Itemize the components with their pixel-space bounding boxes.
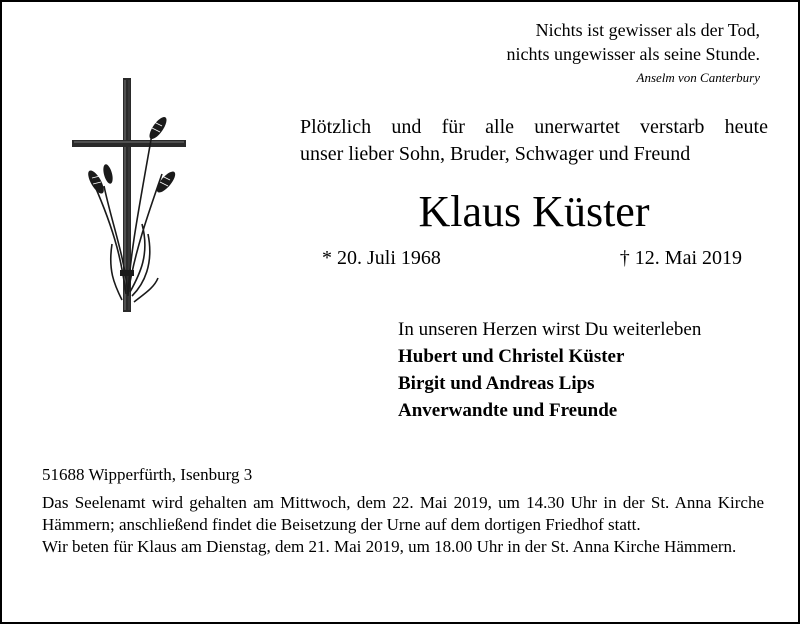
mourners-motto: In unseren Herzen wirst Du weiterleben <box>398 319 702 340</box>
announcement-line-2: unser lieber Sohn, Bruder, Schwager und Freund <box>300 143 691 165</box>
address: 51688 Wipperfürth, Isenburg 3 <box>42 465 253 484</box>
mourner-name: Birgit und Andreas Lips <box>398 373 595 394</box>
quote-line-2: nichts ungewisser als seine Stunde. <box>506 44 760 64</box>
mourner-name: Anverwandte und Freunde <box>398 400 618 421</box>
death-date: † 12. Mai 2019 <box>619 247 742 269</box>
announcement-text <box>300 114 768 168</box>
mourner-name: Hubert und Christel Küster <box>398 346 625 367</box>
cross-with-wheat-icon <box>68 74 190 314</box>
deceased-name: Klaus Küster <box>418 187 650 236</box>
prayer-text: Wir beten für Klaus am Dienstag, dem 21. Mai 2019, um 18.00 Uhr in der St. Anna Kirche Hämmern. <box>42 537 737 556</box>
quote-author: Anselm von Canterbury <box>636 70 760 85</box>
quote-block <box>507 18 760 88</box>
service-details <box>42 492 764 558</box>
quote-line-1: Nichts ist gewisser als der Tod, <box>535 20 760 40</box>
requiem-text: Das Seelenamt wird gehalten am Mittwoch, dem 22. Mai 2019, um 14.30 Uhr in der St. Anna Kirche Hämmern; anschließend findet die Beisetzung der Urne auf dem dortigen Friedhof statt. <box>42 493 764 534</box>
announcement-line-1: Plötzlich und für alle unerwartet verstarb heute <box>300 116 768 138</box>
mourners-block <box>398 316 701 424</box>
birth-date: * 20. Juli 1968 <box>322 247 441 269</box>
